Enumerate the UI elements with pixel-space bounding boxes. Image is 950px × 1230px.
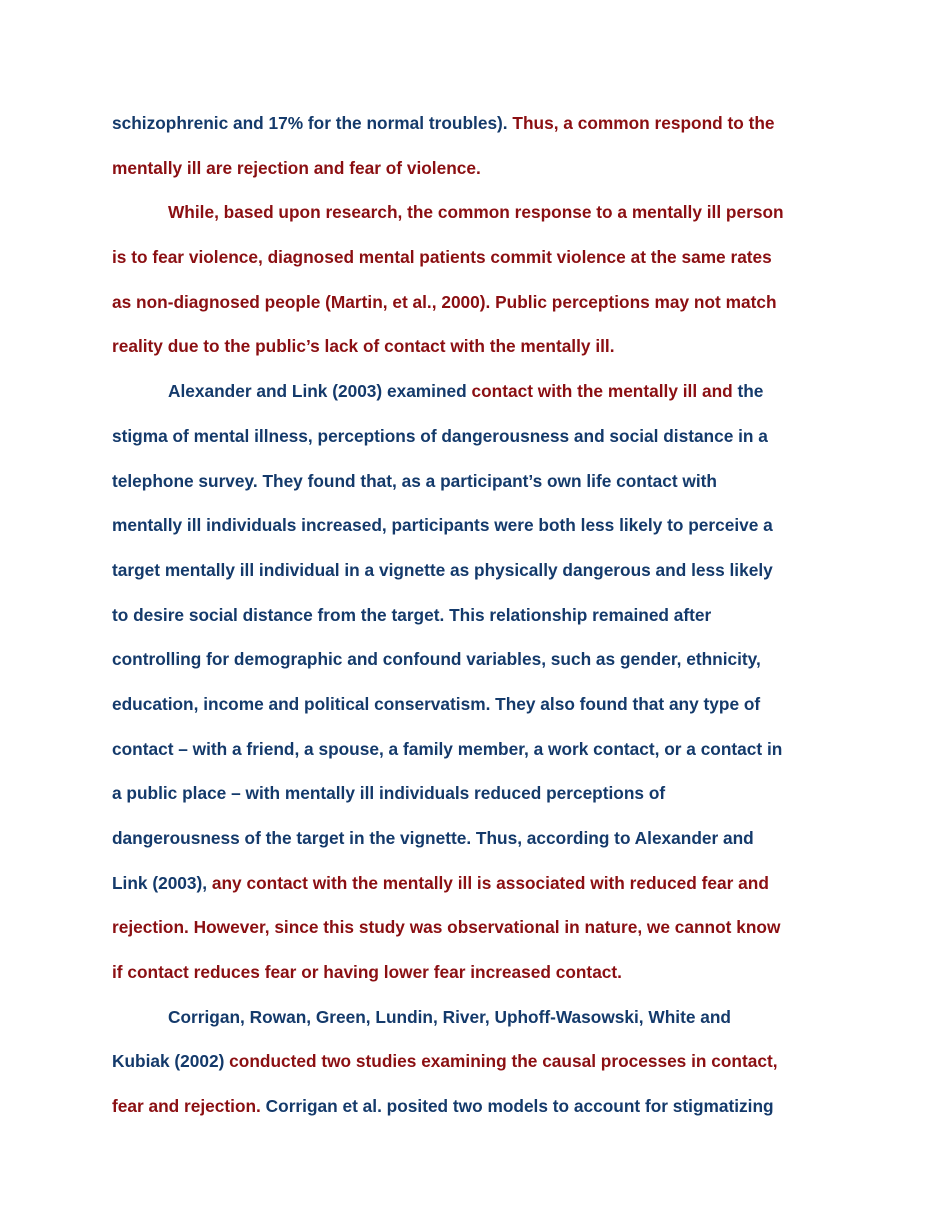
text-line <box>112 727 842 772</box>
highlighted-text-segment: conducted two studies examining the causal processes in contact, <box>229 1051 778 1072</box>
text-line <box>112 637 842 682</box>
text-segment: education, income and political conservatism. They also found that any type of <box>112 693 761 714</box>
text-segment: contact – with a friend, a spouse, a family member, a work contact, or a contact in <box>112 738 783 759</box>
highlighted-text-segment: Thus, a common respond to the <box>512 113 775 133</box>
text-line <box>112 1039 842 1084</box>
text-line <box>112 682 842 727</box>
document-page <box>112 101 842 1129</box>
text-segment: to desire social distance from the target. This relationship remained after <box>112 604 712 625</box>
text-segment: schizophrenic and 17% for the normal troubles). <box>112 113 513 133</box>
text-segment: Link (2003), <box>112 872 212 893</box>
text-line <box>112 995 842 1040</box>
text-line <box>112 190 842 235</box>
text-segment: Alexander and Link (2003) examined <box>168 381 472 402</box>
text-segment: target mentally ill individual in a vignette as physically dangerous and less likely <box>112 559 773 580</box>
text-line <box>112 548 842 593</box>
text-segment: mentally ill individuals increased, participants were both less likely to perceive a <box>112 515 773 536</box>
text-line <box>112 816 842 861</box>
text-line <box>112 1084 842 1129</box>
highlighted-text-segment: While, based upon research, the common response to a mentally ill person <box>168 202 784 223</box>
text-segment: Corrigan, Rowan, Green, Lundin, River, Uphoff-Wasowski, White and <box>168 1006 731 1027</box>
text-segment: a public place – with mentally ill individuals reduced perceptions of <box>112 783 666 804</box>
text-segment: the <box>737 381 764 402</box>
text-line <box>112 146 842 191</box>
text-line <box>112 771 842 816</box>
text-line <box>112 593 842 638</box>
highlighted-text-segment: fear and rejection. <box>112 1096 266 1117</box>
text-line <box>112 101 842 146</box>
text-line <box>112 324 842 369</box>
highlighted-text-segment: mentally ill are rejection and fear of violence. <box>112 157 481 178</box>
text-line <box>112 861 842 906</box>
text-line <box>112 905 842 950</box>
text-line <box>112 280 842 325</box>
highlighted-text-segment: any contact with the mentally ill is associated with reduced fear and <box>211 872 769 893</box>
highlighted-text-segment: if contact reduces fear or having lower fear increased contact. <box>112 962 622 983</box>
text-line <box>112 950 842 995</box>
text-line <box>112 459 842 504</box>
highlighted-text-segment: contact with the mentally ill and <box>471 381 738 402</box>
text-segment: controlling for demographic and confound variables, such as gender, ethnicity, <box>112 649 761 670</box>
text-line <box>112 414 842 459</box>
text-segment: Corrigan et al. posited two models to account for stigmatizing <box>265 1096 774 1117</box>
text-segment: stigma of mental illness, perceptions of dangerousness and social distance in a <box>112 425 768 446</box>
text-segment: dangerousness of the target in the vignette. Thus, according to Alexander and <box>112 828 754 848</box>
highlighted-text-segment: rejection. However, since this study was observational in nature, we cannot know <box>112 917 781 938</box>
highlighted-text-segment: reality due to the public’s lack of contact with the mentally ill. <box>112 336 615 357</box>
text-line <box>112 235 842 280</box>
text-segment: Kubiak (2002) <box>112 1051 230 1072</box>
highlighted-text-segment: as non-diagnosed people (Martin, et al., 2000). Public perceptions may not match <box>112 291 777 312</box>
highlighted-text-segment: is to fear violence, diagnosed mental patients commit violence at the same rates <box>112 247 772 268</box>
text-line <box>112 369 842 414</box>
text-segment: telephone survey. They found that, as a participant’s own life contact with <box>112 470 717 491</box>
text-line <box>112 503 842 548</box>
